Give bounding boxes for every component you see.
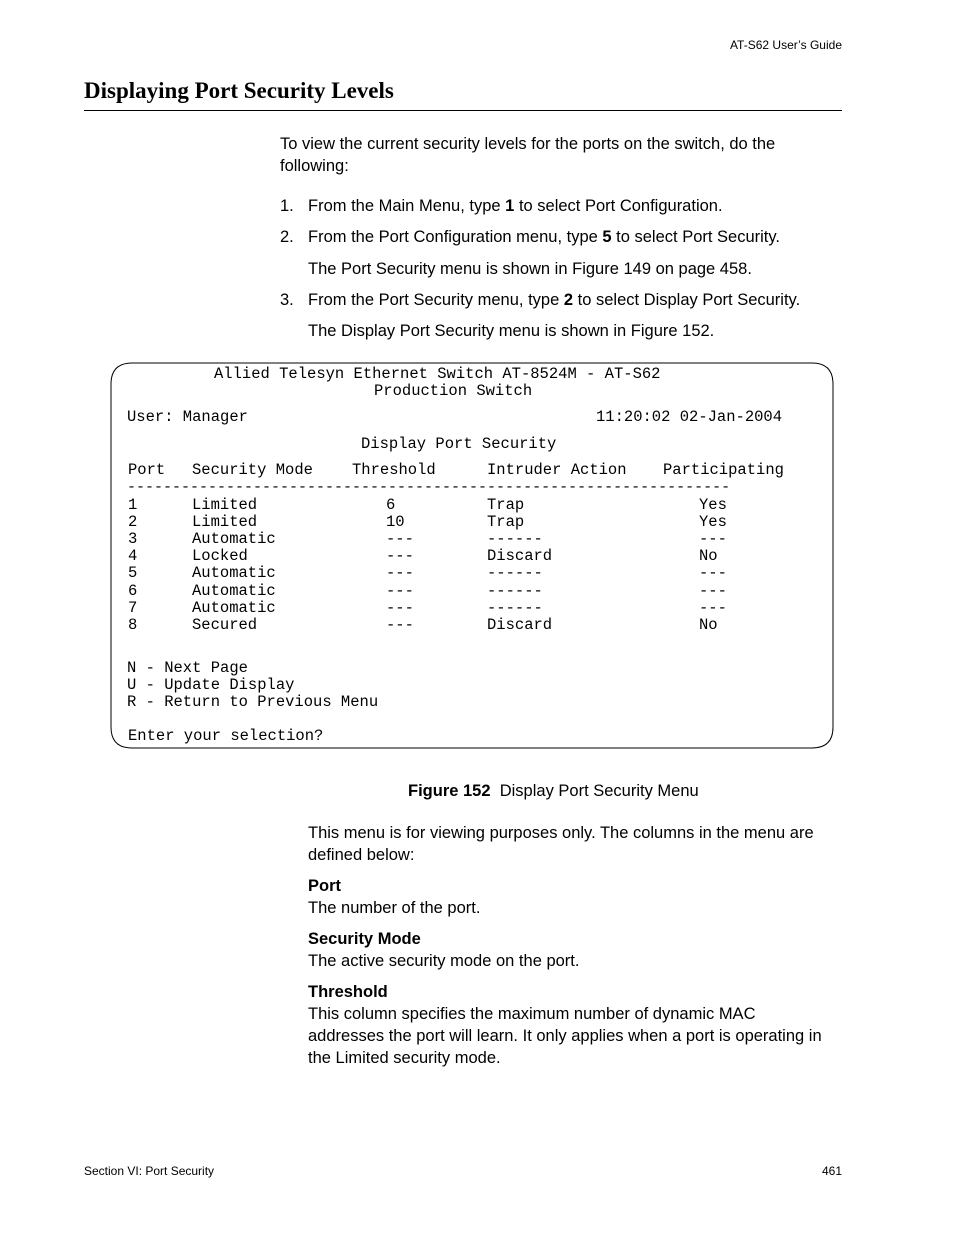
step-text: to select Display Port Security. (573, 291, 801, 309)
term-security-mode (308, 928, 828, 972)
table-cell: Yes (699, 496, 727, 514)
step-key: 1 (505, 197, 515, 215)
term-name: Port (308, 877, 341, 895)
table-cell: --- (699, 564, 727, 583)
table-cell: 2 (128, 513, 138, 532)
table-cell: 10 (386, 513, 405, 532)
term-name: Threshold (308, 983, 388, 1001)
column-header: Security Mode (192, 461, 313, 479)
table-cell: --- (699, 581, 727, 600)
terminal-option[interactable]: U - Update Display (127, 676, 295, 694)
term-port (308, 875, 828, 919)
table-cell: 6 (386, 496, 396, 514)
columns-intro: This menu is for viewing purposes only. The columns in the menu are defined below: (308, 824, 814, 864)
table-cell: --- (699, 530, 727, 549)
page-number: 461 (821, 1164, 842, 1178)
table-cell: 3 (128, 530, 138, 549)
table-cell: --- (386, 530, 414, 549)
table-cell: No (699, 615, 718, 634)
term-threshold (308, 981, 828, 1069)
column-header: Intruder Action (487, 461, 627, 479)
step-3-note: The Display Port Security menu is shown in Figure 152. (308, 322, 715, 340)
table-cell: ------ (487, 530, 543, 549)
footer-section: Section VI: Port Security (84, 1164, 215, 1178)
table-cell: Discard (487, 547, 553, 566)
step-text: to select Port Configuration. (514, 197, 723, 215)
table-cell: Automatic (192, 581, 276, 600)
step-key: 5 (602, 228, 612, 246)
table-cell: ------ (487, 598, 543, 617)
table-cell: --- (386, 564, 414, 583)
term-name: Security Mode (308, 930, 421, 948)
figure-title: Display Port Security Menu (499, 782, 699, 800)
term-description: The active security mode on the port. (308, 952, 580, 970)
figure-caption (408, 782, 699, 801)
running-header: AT-S62 User’s Guide (729, 38, 842, 52)
table-cell: --- (699, 598, 727, 617)
terminal-datetime: 11:20:02 02-Jan-2004 (596, 408, 783, 426)
table-cell: --- (386, 581, 414, 600)
terminal-menu-title: Display Port Security (361, 435, 557, 453)
terminal-separator: ------------------------------------------------------------------- (127, 479, 731, 496)
table-cell: Limited (192, 496, 258, 514)
terminal-screen (110, 362, 834, 749)
terminal-option[interactable]: N - Next Page (127, 659, 248, 677)
table-cell: 5 (128, 564, 138, 583)
step-text: From the Port Configuration menu, type (308, 228, 603, 246)
page-title: Displaying Port Security Levels (84, 78, 394, 103)
table-cell: Automatic (192, 564, 276, 583)
step-number: 3. (280, 291, 294, 309)
step-number: 2. (280, 228, 294, 246)
table-cell: Yes (699, 513, 727, 532)
step-text: to select Port Security. (611, 228, 781, 246)
step-2-note: The Port Security menu is shown in Figure 149 on page 458. (308, 260, 752, 278)
step-text: From the Main Menu, type (308, 197, 506, 215)
table-cell: Trap (487, 513, 525, 532)
table-cell: 6 (128, 581, 138, 600)
table-cell: Discard (487, 615, 553, 634)
terminal-subtitle: Production Switch (374, 382, 533, 400)
table-cell: 8 (128, 615, 138, 634)
table-cell: ------ (487, 581, 543, 600)
table-cell: Automatic (192, 598, 276, 617)
term-description: The number of the port. (308, 899, 481, 917)
table-cell: Trap (487, 496, 525, 514)
table-cell: No (699, 547, 718, 566)
title-rule (84, 110, 842, 111)
terminal-option[interactable]: R - Return to Previous Menu (127, 693, 379, 711)
table-cell: 4 (128, 547, 138, 566)
table-cell: Automatic (192, 530, 276, 549)
table-cell: --- (386, 615, 414, 634)
table-cell: 7 (128, 598, 138, 617)
step-number: 1. (280, 197, 294, 215)
table-cell: --- (386, 598, 414, 617)
column-header: Port (128, 461, 166, 479)
step-key: 2 (563, 291, 574, 309)
intro-paragraph: To view the current security levels for the ports on the switch, do the following: (280, 135, 776, 175)
table-cell: --- (386, 547, 414, 566)
step-text: From the Port Security menu, type (308, 291, 564, 309)
figure-label: Figure 152 (408, 782, 491, 800)
terminal-title: Allied Telesyn Ethernet Switch AT-8524M - AT-S62 (214, 365, 661, 383)
table-cell: 1 (128, 496, 138, 514)
terminal-user: User: Manager (127, 408, 248, 426)
term-description: This column specifies the maximum number of dynamic MAC addresses the port will learn. It only applies when a port is operating in the Limited security mode. (308, 1005, 822, 1067)
column-header: Threshold (352, 461, 436, 479)
table-cell: Limited (192, 513, 258, 532)
table-cell: Secured (192, 615, 258, 634)
table-cell: Locked (192, 547, 248, 566)
table-cell: ------ (487, 564, 543, 583)
column-header: Participating (663, 461, 784, 479)
terminal-prompt[interactable]: Enter your selection? (128, 727, 324, 745)
